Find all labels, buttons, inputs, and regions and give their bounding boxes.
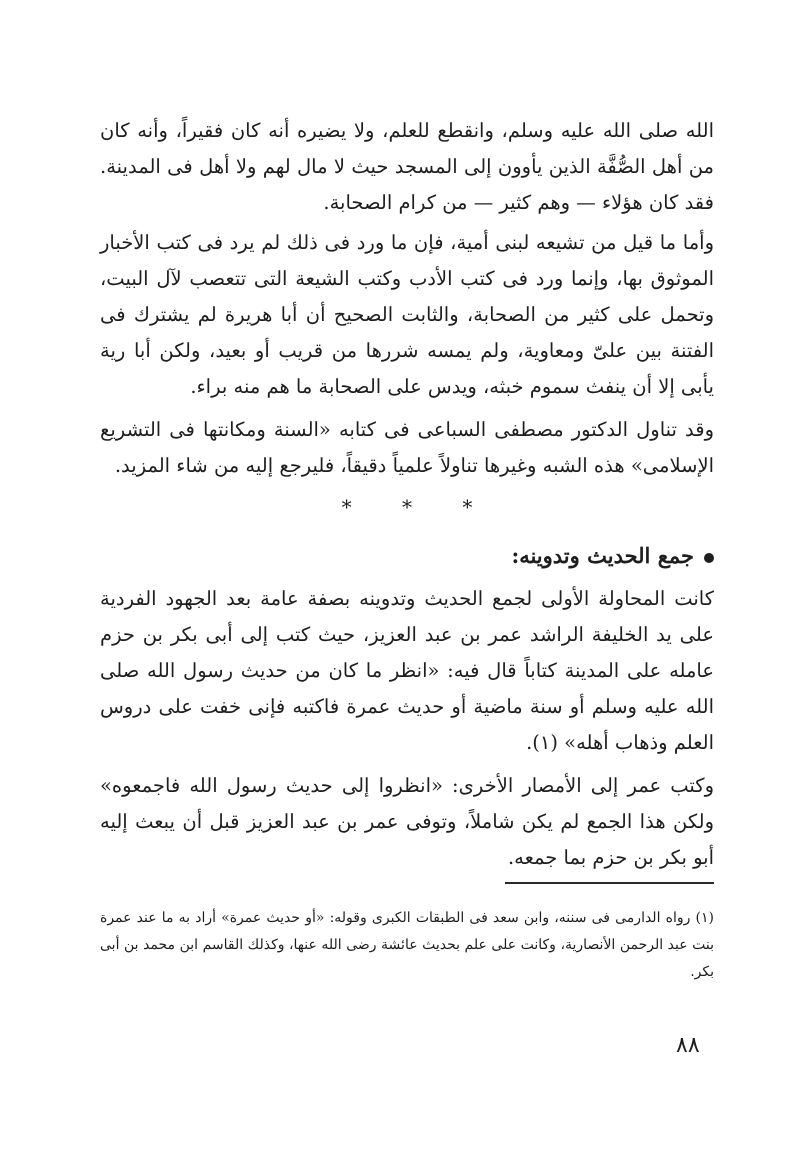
paragraph-first-compilation: كانت المحاولة الأولى لجمع الحديث وتدوينه بصفة عامة بعد الجهود الفردية على يد الخليفة الراشد عمر بن عبد العزيز، حيث كتب إلى أبى بكر بن حزم عامله على المدينة كتاباً قال فيه: «انظر ما كان من حديث رسول الله صلى الله عليه وسلم أو سنة ماضية أو حديث عمرة فاكتبه فإنى خفت على دروس العلم وذهاب أهله» (١). xyxy=(100,587,714,754)
bullet-icon xyxy=(704,553,714,563)
separator-star: * xyxy=(341,495,352,519)
section-heading xyxy=(511,538,714,574)
separator-star: * xyxy=(462,495,473,519)
page-number: ٨٨ xyxy=(676,1033,700,1058)
footnote: (١) رواه الدارمى فى سننه، وابن سعد فى الطبقات الكبرى وقوله: «أو حديث عمرة» أراد به ما عند عمرة بنت عبد الرحمن الأنصارية، وكانت على علم بحديث عائشة رضى الله عنها، وكذلك القاسم ابن محمد بن أبى بكر. xyxy=(100,910,714,980)
paragraph-tashayyu-claim: وأما ما قيل من تشيعه لبنى أمية، فإن ما ورد فى ذلك لم يرد فى كتب الأخبار الموثوق بها، وإنما ورد فى كتب الأدب وكتب الشيعة التى تتعصب لآل البيت، وتحمل على كثير من الصحابة، والثابت الصحيح أن أبا هريرة لم يشترك فى الفتنة بين علىّ ومعاوية، ولم يمسه شررها من قريب أو بعيد، ولكن أبا رية يأبى إلا أن ينفث سموم خبثه، ويدس على الصحابة ما هم منه براء. xyxy=(100,231,714,398)
separator-star: * xyxy=(402,495,412,519)
section-heading-text: جمع الحديث وتدوينه: xyxy=(511,543,694,568)
paragraph-abu-hurairah-poverty: الله صلى الله عليه وسلم، وانقطع للعلم، ولا يضيره أنه كان فقيراً، وأنه كان من أهل الصُّفَّة الذين يأوون إلى المسجد حيث لا مال لهم ولا أهل فى المدينة. فقد كان هؤلاء — وهم كثير — من كرام الصحابة. xyxy=(100,119,714,214)
footnote-divider xyxy=(505,882,714,884)
paragraph-sibai-reference: وقد تناول الدكتور مصطفى السباعى فى كتابه «السنة ومكانتها فى التشريع الإسلامى» هذه الشبه وغيرها تناولاً علمياً دقيقاً، فليرجع إليه من شاء المزيد. xyxy=(100,418,714,477)
section-separator xyxy=(100,495,714,519)
paragraph-letters-to-provinces: وكتب عمر إلى الأمصار الأخرى: «انظروا إلى حديث رسول الله فاجمعوه» ولكن هذا الجمع لم يكن شاملاً، وتوفى عمر بن عبد العزيز قبل أن يبعث إليه أبو بكر بن حزم بما جمعه. xyxy=(100,774,714,869)
